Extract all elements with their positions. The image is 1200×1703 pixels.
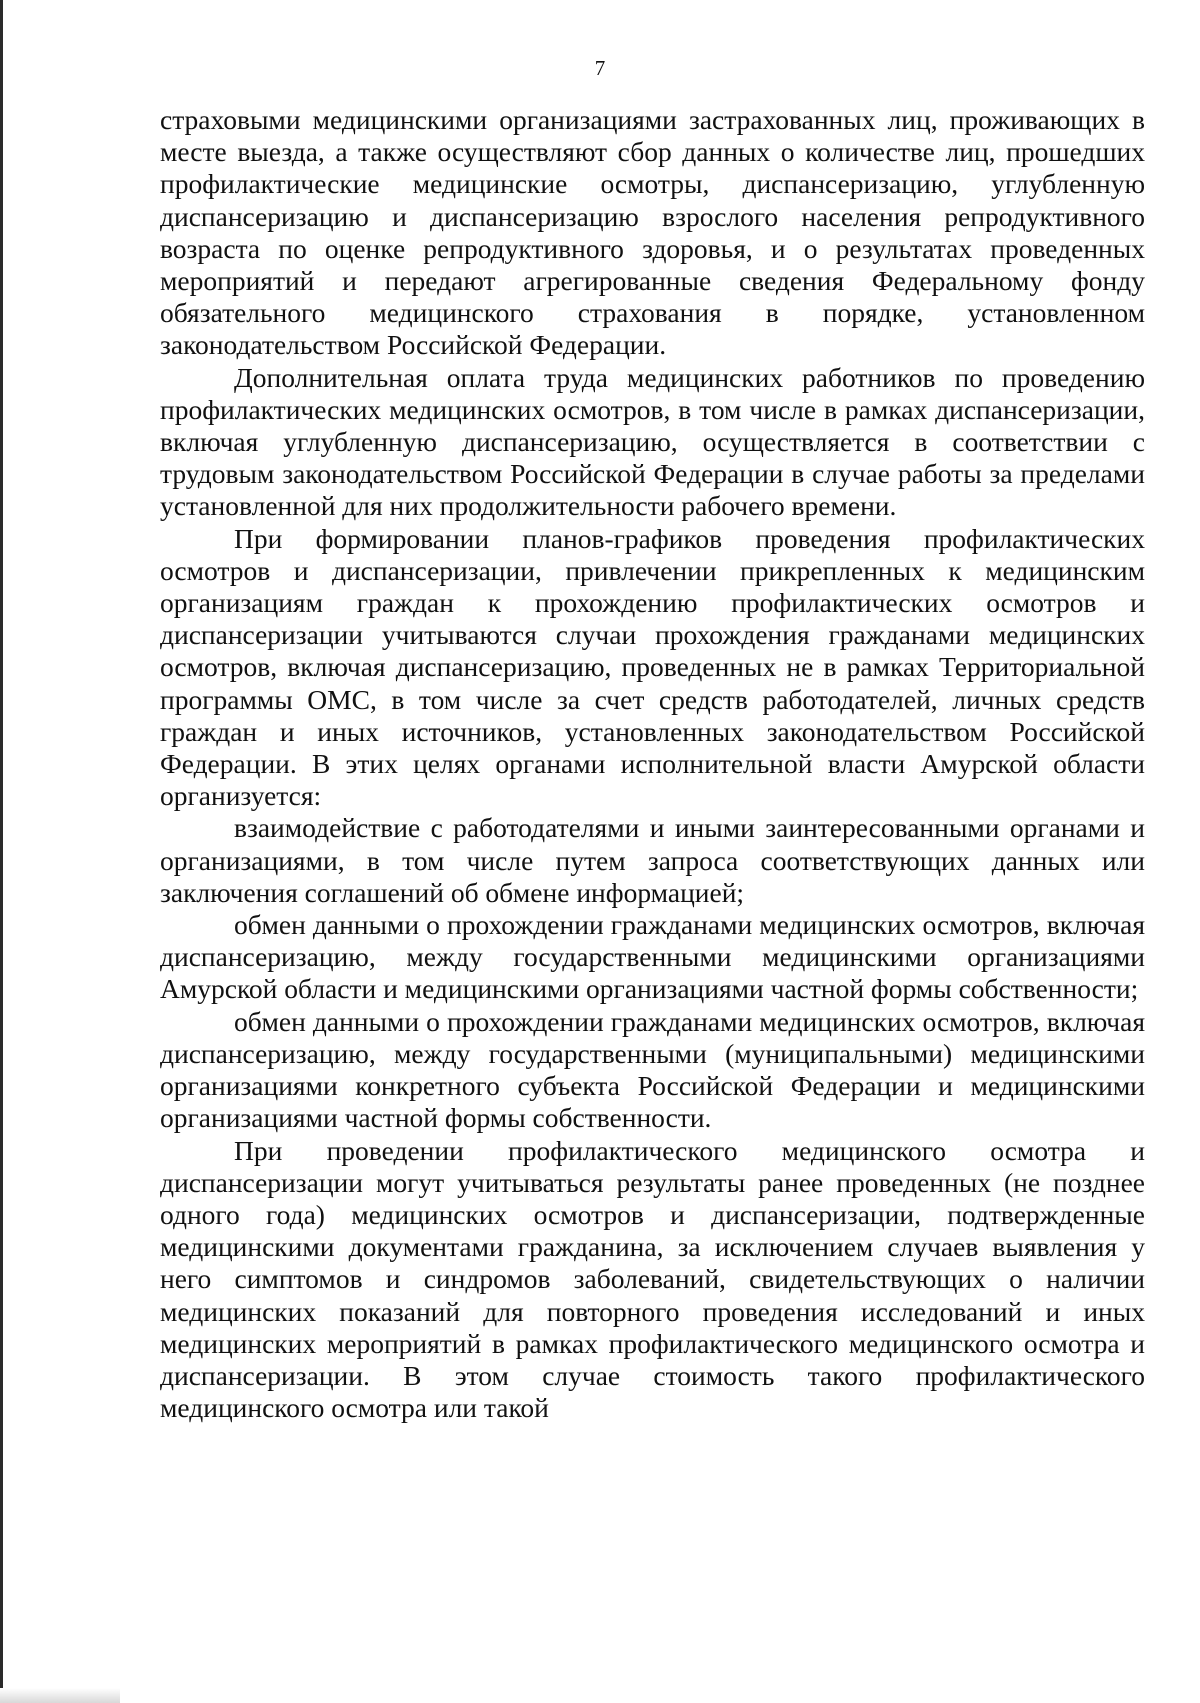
paragraph: обмен данными о прохождении гражданами медицинских осмотров, включая диспансеризацию, между государственными медицинскими организациями Амурской области и медицинскими организациями частной формы собственности; [160,909,1145,1005]
scan-edge-bottom [0,1688,120,1703]
page-body [160,104,1145,1424]
paragraph: обмен данными о прохождении гражданами медицинских осмотров, включая диспансеризацию, между государственными (муниципальными) медицинскими организациями конкретного субъекта Российской Федерации и медицинскими организациями частной формы собственности. [160,1005,1145,1134]
paragraph: При проведении профилактического медицинского осмотра и диспансеризации могут учитываться результаты ранее проведенных (не позднее одного года) медицинских осмотров и диспансеризации, подтвержденные медицинскими документами гражданина, за исключением случаев выявления у него симптомов и синдромов заболеваний, свидетельствующих о наличии медицинских показаний для повторного проведения исследований и иных медицинских мероприятий в рамках профилактического медицинского осмотра и диспансеризации. В этом случае стоимость такого профилактического медицинского осмотра или такой [160,1134,1145,1424]
paragraph: Дополнительная оплата труда медицинских работников по проведению профилактических медицинских осмотров, в том числе в рамках диспансеризации, включая углубленную диспансеризацию, осуществляется в соответствии с трудовым законодательством Российской Федерации в случае работы за пределами установленной для них продолжительности рабочего времени. [160,361,1145,522]
page-number: 7 [594,56,606,80]
scan-edge-left [0,0,3,1703]
paragraph: взаимодействие с работодателями и иными заинтересованными органами и организациями, в том числе путем запроса соответствующих данных или заключения соглашений об обмене информацией; [160,812,1145,908]
paragraph: страховыми медицинскими организациями застрахованных лиц, проживающих в месте выезда, а также осуществляют сбор данных о количестве лиц, прошедших профилактические медицинские осмотры, диспансеризацию, углубленную диспансеризацию и диспансеризацию взрослого населения репродуктивного возраста по оценке репродуктивного здоровья, и о результатах проведенных мероприятий и передают агрегированные сведения Федеральному фонду обязательного медицинского страхования в порядке, установленном законодательством Российской Федерации. [160,104,1145,361]
paragraph: При формировании планов-графиков проведения профилактических осмотров и диспансеризации, привлечении прикрепленных к медицинским организациям граждан к прохождению профилактических осмотров и диспансеризации учитываются случаи прохождения гражданами медицинских осмотров, включая диспансеризацию, проведенных не в рамках Территориальной программы ОМС, в том числе за счет средств работодателей, личных средств граждан и иных источников, установленных законодательством Российской Федерации. В этих целях органами исполнительной власти Амурской области организуется: [160,522,1145,812]
